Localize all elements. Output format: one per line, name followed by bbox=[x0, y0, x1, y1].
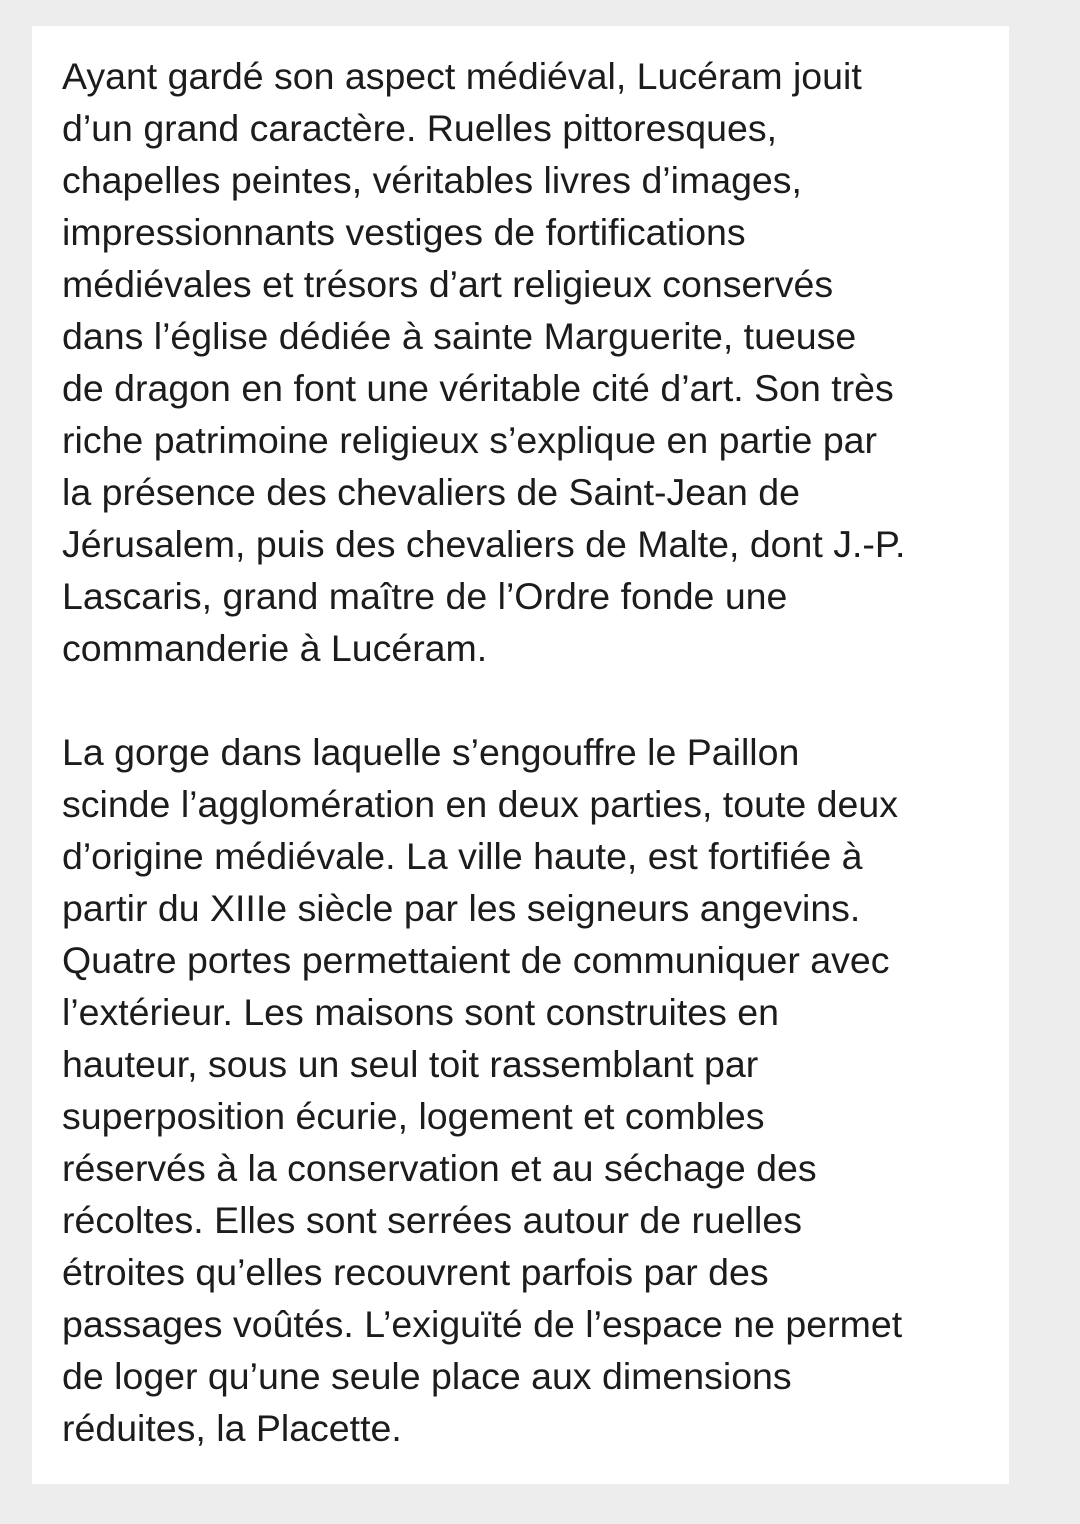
text-line: récoltes. Elles sont serrées autour de ruelles bbox=[62, 1199, 802, 1241]
text-line: l’extérieur. Les maisons sont construites en bbox=[62, 991, 780, 1033]
text-line: commanderie à Lucéram. bbox=[62, 627, 488, 669]
text-line: passages voûtés. L’exiguïté de l’espace ne permet bbox=[62, 1303, 903, 1345]
text-line: étroites qu’elles recouvrent parfois par des bbox=[62, 1251, 769, 1293]
text-line: Quatre portes permettaient de communiquer avec bbox=[62, 939, 890, 981]
document-page bbox=[32, 26, 1009, 1484]
paragraph-spacer bbox=[62, 674, 979, 726]
text-line: la présence des chevaliers de Saint-Jean de bbox=[62, 471, 800, 513]
text-line: partir du XIIIe siècle par les seigneurs angevins. bbox=[62, 887, 861, 929]
text-line: de dragon en font une véritable cité d’art. Son très bbox=[62, 367, 894, 409]
text-line: réservés à la conservation et au séchage des bbox=[62, 1147, 817, 1189]
text-line: Jérusalem, puis des chevaliers de Malte, dont J.-P. bbox=[62, 523, 906, 565]
text-line: de loger qu’une seule place aux dimensions bbox=[62, 1355, 792, 1397]
text-line: riche patrimoine religieux s’explique en partie par bbox=[62, 419, 878, 461]
paragraph-2 bbox=[62, 726, 979, 1454]
text-line: d’origine médiévale. La ville haute, est fortifiée à bbox=[62, 835, 863, 877]
text-line: scinde l’agglomération en deux parties, toute deux bbox=[62, 783, 898, 825]
text-line: Ayant gardé son aspect médiéval, Lucéram jouit bbox=[62, 55, 862, 97]
text-line: chapelles peintes, véritables livres d’images, bbox=[62, 159, 802, 201]
text-line: impressionnants vestiges de fortifications bbox=[62, 211, 746, 253]
text-line: médiévales et trésors d’art religieux conservés bbox=[62, 263, 834, 305]
text-line: réduites, la Placette. bbox=[62, 1407, 402, 1449]
text-line: dans l’église dédiée à sainte Marguerite, tueuse bbox=[62, 315, 857, 357]
text-line: d’un grand caractère. Ruelles pittoresques, bbox=[62, 107, 777, 149]
text-line: Lascaris, grand maître de l’Ordre fonde une bbox=[62, 575, 788, 617]
text-line: superposition écurie, logement et combles bbox=[62, 1095, 765, 1137]
text-line: hauteur, sous un seul toit rassemblant par bbox=[62, 1043, 759, 1085]
text-line: La gorge dans laquelle s’engouffre le Paillon bbox=[62, 731, 800, 773]
paragraph-1 bbox=[62, 50, 979, 674]
